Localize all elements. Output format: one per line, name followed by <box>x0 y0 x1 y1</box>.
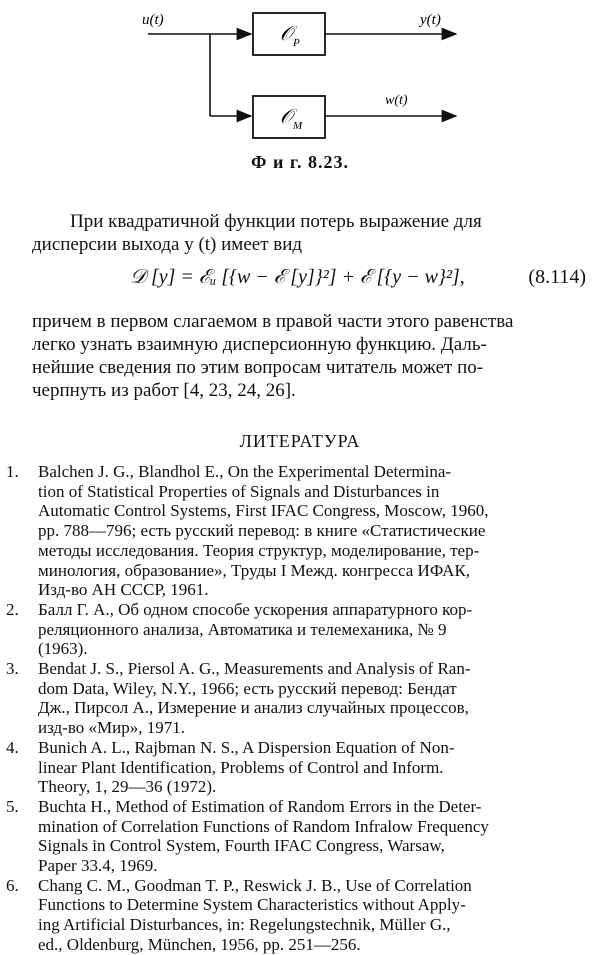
input-label: u(t) <box>142 12 164 28</box>
reference-number: 5. <box>6 796 19 816</box>
paragraph-2 <box>32 310 588 402</box>
reference-item <box>0 600 600 659</box>
reference-line: Балл Г. А., Об одном способе ускорения аппаратурного кор- <box>38 599 473 619</box>
formula-number: (8.114) <box>528 266 586 288</box>
reference-item <box>0 659 600 738</box>
formula-expression: 𝒟 [y] = ℰᵤ [{w − ℰ [y]}²] + ℰ [{y − w}²], <box>130 266 465 288</box>
references-heading: ЛИТЕРАТУРА <box>239 431 361 451</box>
reference-number: 6. <box>6 875 19 895</box>
paragraph-1-line-1: При квадратичной функции потерь выражение для <box>70 211 482 232</box>
model-block-subscript: M <box>293 120 303 132</box>
reference-line: изд-во «Мир», 1971. <box>38 718 185 738</box>
reference-item <box>0 462 600 600</box>
model-block-symbol: 𝒪 <box>280 106 293 128</box>
paragraph-2-line-4: черпнуть из работ [4, 23, 24, 26]. <box>32 380 296 401</box>
figure-caption: Ф и г. 8.23. <box>251 152 349 172</box>
reference-line: Buchta H., Method of Estimation of Random Errors in the Deter- <box>38 796 482 816</box>
block-diagram <box>0 0 600 140</box>
reference-number: 3. <box>6 659 19 679</box>
reference-line: mination of Correlation Functions of Random Infralow Frequency <box>38 816 489 836</box>
reference-line: Paper 33.4, 1969. <box>38 856 158 876</box>
output-top-label: y(t) <box>420 12 441 28</box>
plant-block-subscript: P <box>293 37 300 49</box>
reference-line: tion of Statistical Properties of Signals and Disturbances in <box>38 481 440 501</box>
output-bottom-label: w(t) <box>385 93 408 108</box>
reference-number: 1. <box>6 462 19 481</box>
reference-item <box>0 738 600 797</box>
reference-line: реляционного анализа, Автоматика и телемеханика, № 9 <box>38 619 447 639</box>
paragraph-2-line-3: нейшие сведения по этим вопросам читатель может по- <box>32 357 484 378</box>
reference-line: (1963). <box>38 639 88 659</box>
reference-line: ed., Oldenburg, München, 1956, pp. 251—256. <box>38 934 361 954</box>
reference-line: Automatic Control Systems, First IFAC Congress, Moscow, 1960, <box>38 501 489 521</box>
plant-block-symbol: 𝒪 <box>280 23 293 45</box>
paragraph-1 <box>32 210 588 256</box>
reference-line: Balchen J. G., Blandhol E., On the Experimental Determina- <box>38 462 452 481</box>
reference-line: Bendat J. S., Piersol A. G., Measurements and Analysis of Ran- <box>38 659 471 679</box>
paragraph-2-line-2: легко узнать взаимную дисперсионную функцию. Даль- <box>32 334 487 355</box>
reference-line: Bunich A. L., Rajbman N. S., A Dispersion Equation of Non- <box>38 737 455 757</box>
paragraph-1-line-2: дисперсии выхода y (t) имеет вид <box>32 234 303 255</box>
references-list <box>0 462 600 955</box>
reference-item <box>0 797 600 876</box>
reference-line: ing Artificial Disturbances, in: Regelungstechnik, Müller G., <box>38 915 451 935</box>
reference-line: Изд-во АН СССР, 1961. <box>38 580 209 600</box>
reference-line: Дж., Пирсол А., Измерение и анализ случайных процессов, <box>38 698 469 718</box>
reference-line: dom Data, Wiley, N.Y., 1966; есть русский перевод: Бендат <box>38 678 457 698</box>
formula-8-114 <box>0 266 600 294</box>
reference-line: Signals in Control System, Fourth IFAC Congress, Warsaw, <box>38 836 445 856</box>
reference-line: linear Plant Identification, Problems of Control and Inform. <box>38 757 444 777</box>
reference-line: pp. 788—796; есть русский перевод: в книге «Статистические <box>38 521 486 541</box>
reference-line: Theory, 1, 29—36 (1972). <box>38 777 217 797</box>
reference-line: минология, образование», Труды I Межд. конгресса ИФАК, <box>38 560 471 580</box>
reference-line: методы исследования. Теория структур, моделирование, тер- <box>38 540 480 560</box>
reference-number: 2. <box>6 599 19 619</box>
reference-item <box>0 876 600 955</box>
reference-line: Chang C. M., Goodman T. P., Reswick J. B., Use of Correlation <box>38 875 472 895</box>
reference-number: 4. <box>6 737 19 757</box>
reference-line: Functions to Determine System Characteristics without Apply- <box>38 895 466 915</box>
paragraph-2-line-1: причем в первом слагаемом в правой части этого равенства <box>32 311 514 332</box>
